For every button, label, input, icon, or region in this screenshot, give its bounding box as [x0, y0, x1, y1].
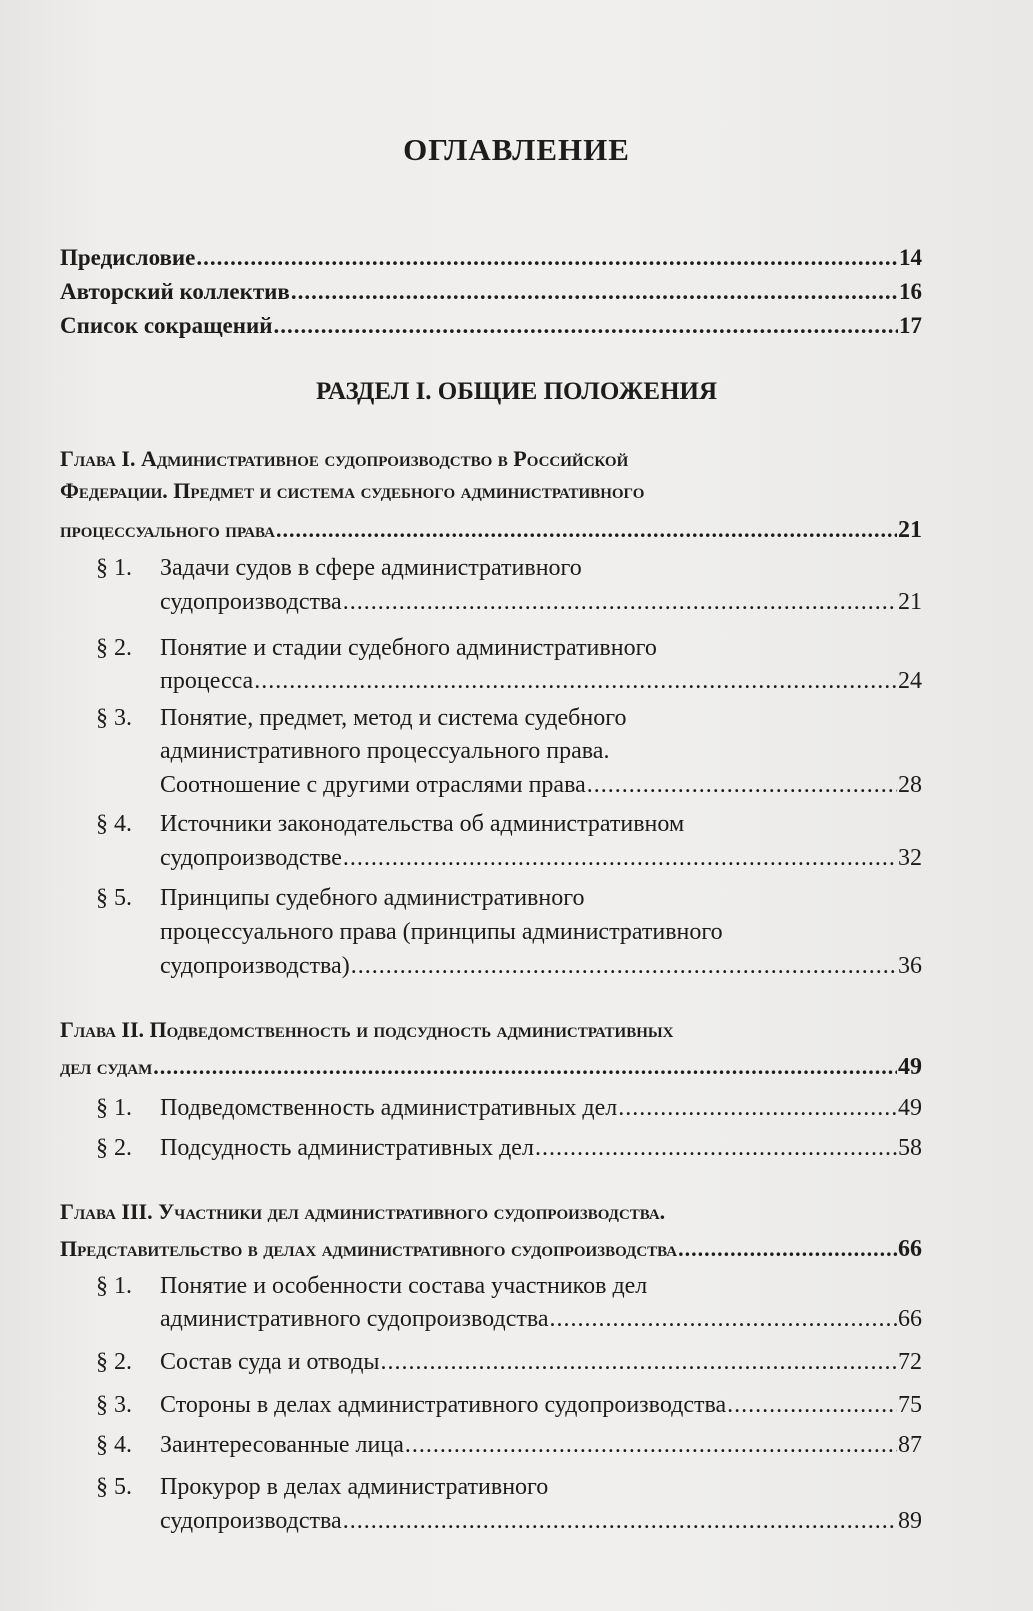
paragraph-number: § 5. — [96, 1474, 132, 1500]
leader-dots — [276, 519, 897, 541]
paragraph-title-line: процесса — [160, 668, 254, 694]
paragraph-title-line: Понятие и особенности состава участников дел — [160, 1273, 648, 1299]
paragraph-number: § 2. — [96, 635, 132, 661]
toc-page-number: 24 — [898, 668, 922, 694]
toc-entry-paragraph[interactable] — [160, 1433, 922, 1457]
paragraph-number: § 2. — [96, 1135, 132, 1161]
toc-entry-paragraph[interactable] — [160, 590, 922, 614]
chapter-heading-line: Глава II. Подведомственность и подсудность административных — [60, 1017, 674, 1042]
section-title: РАЗДЕЛ I. ОБЩИЕ ПОЛОЖЕНИЯ — [315, 378, 718, 405]
toc-entry-paragraph[interactable] — [160, 669, 922, 693]
toc-page-number: 21 — [898, 517, 922, 543]
paragraph-title-line: Источники законодательства об административном — [160, 811, 685, 837]
paragraph-title-line: Соотношение с другими отраслями права — [160, 772, 586, 798]
paragraph-title-line: Принципы судебного административного — [160, 885, 585, 911]
paragraph-title-line: Стороны в делах административного судопроизводства — [160, 1392, 727, 1418]
paragraph-number: § 3. — [96, 705, 132, 731]
toc-entry-abbreviations[interactable] — [60, 314, 922, 337]
page-title: ОГЛАВЛЕНИЕ — [403, 132, 630, 167]
toc-page-number: 21 — [898, 589, 922, 615]
leader-dots — [351, 954, 897, 978]
chapter-heading-line: Представительство в делах административного судопроизводства — [60, 1236, 678, 1261]
toc-page-number: 87 — [898, 1432, 922, 1458]
paragraph-title-line: Подсудность административных дел — [160, 1135, 534, 1161]
paragraph-number: § 5. — [96, 885, 132, 911]
toc-page-number: 28 — [898, 772, 922, 798]
paragraph-title-line: Прокурор в делах административного — [160, 1474, 549, 1500]
toc-entry-preface[interactable] — [60, 246, 922, 269]
paragraph-title-line: судопроизводства — [160, 589, 342, 615]
leader-dots — [273, 314, 898, 337]
paragraph-title-line: Понятие и стадии судебного административного — [160, 635, 657, 661]
paragraph-title-line: Состав суда и отводы — [160, 1349, 380, 1375]
toc-page-number: 89 — [898, 1508, 922, 1534]
leader-dots — [254, 669, 897, 693]
paragraph-number: § 2. — [96, 1349, 132, 1375]
chapter-heading-line: Глава III. Участники дел административного судопроизводства. — [60, 1199, 666, 1224]
toc-entry-chapter-3[interactable] — [60, 1237, 922, 1261]
leader-dots — [550, 1307, 898, 1331]
toc-entry-chapter-2[interactable] — [60, 1055, 922, 1079]
paragraph-number: § 3. — [96, 1392, 132, 1418]
leader-dots — [291, 280, 898, 303]
paragraph-number: § 4. — [96, 1432, 132, 1458]
chapter-heading-line: Глава I. Административное судопроизводство в Российской — [60, 446, 629, 471]
toc-page-number: 66 — [898, 1236, 922, 1262]
toc-page-number: 72 — [898, 1349, 922, 1375]
leader-dots — [587, 773, 897, 797]
toc-entry-paragraph[interactable] — [160, 1096, 922, 1120]
toc-entry-paragraph[interactable] — [160, 1393, 922, 1417]
paragraph-title-line: судопроизводстве — [160, 845, 342, 871]
toc-entry-chapter-1[interactable] — [60, 518, 922, 542]
paragraph-title-line: Задачи судов в сфере административного — [160, 555, 582, 581]
paragraph-title-line: административного процессуального права. — [160, 738, 610, 764]
toc-entry-paragraph[interactable] — [160, 1136, 922, 1160]
toc-page-number: 58 — [898, 1135, 922, 1161]
leader-dots — [343, 590, 897, 614]
toc-page-number: 49 — [898, 1095, 922, 1121]
leader-dots — [678, 1238, 897, 1260]
paragraph-title-line: судопроизводства) — [160, 953, 350, 979]
toc-entry-label: Авторский коллектив — [60, 279, 290, 304]
paragraph-title-line: Понятие, предмет, метод и система судебного — [160, 705, 627, 731]
leader-dots — [405, 1433, 897, 1457]
leader-dots — [727, 1393, 897, 1417]
toc-entry-paragraph[interactable] — [160, 1350, 922, 1374]
leader-dots — [153, 1056, 897, 1078]
toc-page-number: 49 — [898, 1054, 922, 1080]
paragraph-title-line: судопроизводства — [160, 1508, 342, 1534]
paragraph-number: § 4. — [96, 811, 132, 837]
chapter-heading-line: процессуального права — [60, 517, 275, 542]
toc-page-number: 66 — [898, 1306, 922, 1332]
chapter-heading-line: Федерации. Предмет и система судебного административного — [60, 478, 645, 503]
paragraph-title-line: Заинтересованные лица — [160, 1432, 404, 1458]
leader-dots — [196, 246, 898, 269]
toc-entry-label: Список сокращений — [60, 313, 273, 338]
toc-page-number: 16 — [899, 279, 922, 304]
toc-entry-authors[interactable] — [60, 280, 922, 303]
toc-entry-paragraph[interactable] — [160, 954, 922, 978]
toc-entry-paragraph[interactable] — [160, 1307, 922, 1331]
paragraph-title-line: административного судопроизводства — [160, 1306, 549, 1332]
leader-dots — [535, 1136, 897, 1160]
paragraph-number: § 1. — [96, 1273, 132, 1299]
paragraph-number: § 1. — [96, 555, 132, 581]
leader-dots — [343, 846, 897, 870]
paragraph-title-line: процессуального права (принципы административного — [160, 919, 723, 945]
chapter-heading-line: дел судам — [60, 1054, 153, 1079]
paragraph-number: § 1. — [96, 1095, 132, 1121]
toc-page-number: 32 — [898, 845, 922, 871]
toc-entry-paragraph[interactable] — [160, 1509, 922, 1533]
toc-page-number: 17 — [899, 313, 922, 338]
toc-page-number: 36 — [898, 953, 922, 979]
toc-entry-label: Предисловие — [60, 245, 196, 270]
paragraph-title-line: Подведомственность административных дел — [160, 1095, 618, 1121]
leader-dots — [381, 1350, 897, 1374]
toc-entry-paragraph[interactable] — [160, 773, 922, 797]
leader-dots — [343, 1509, 897, 1533]
toc-page-number: 75 — [898, 1392, 922, 1418]
toc-page-number: 14 — [899, 245, 922, 270]
leader-dots — [618, 1096, 897, 1120]
toc-entry-paragraph[interactable] — [160, 846, 922, 870]
